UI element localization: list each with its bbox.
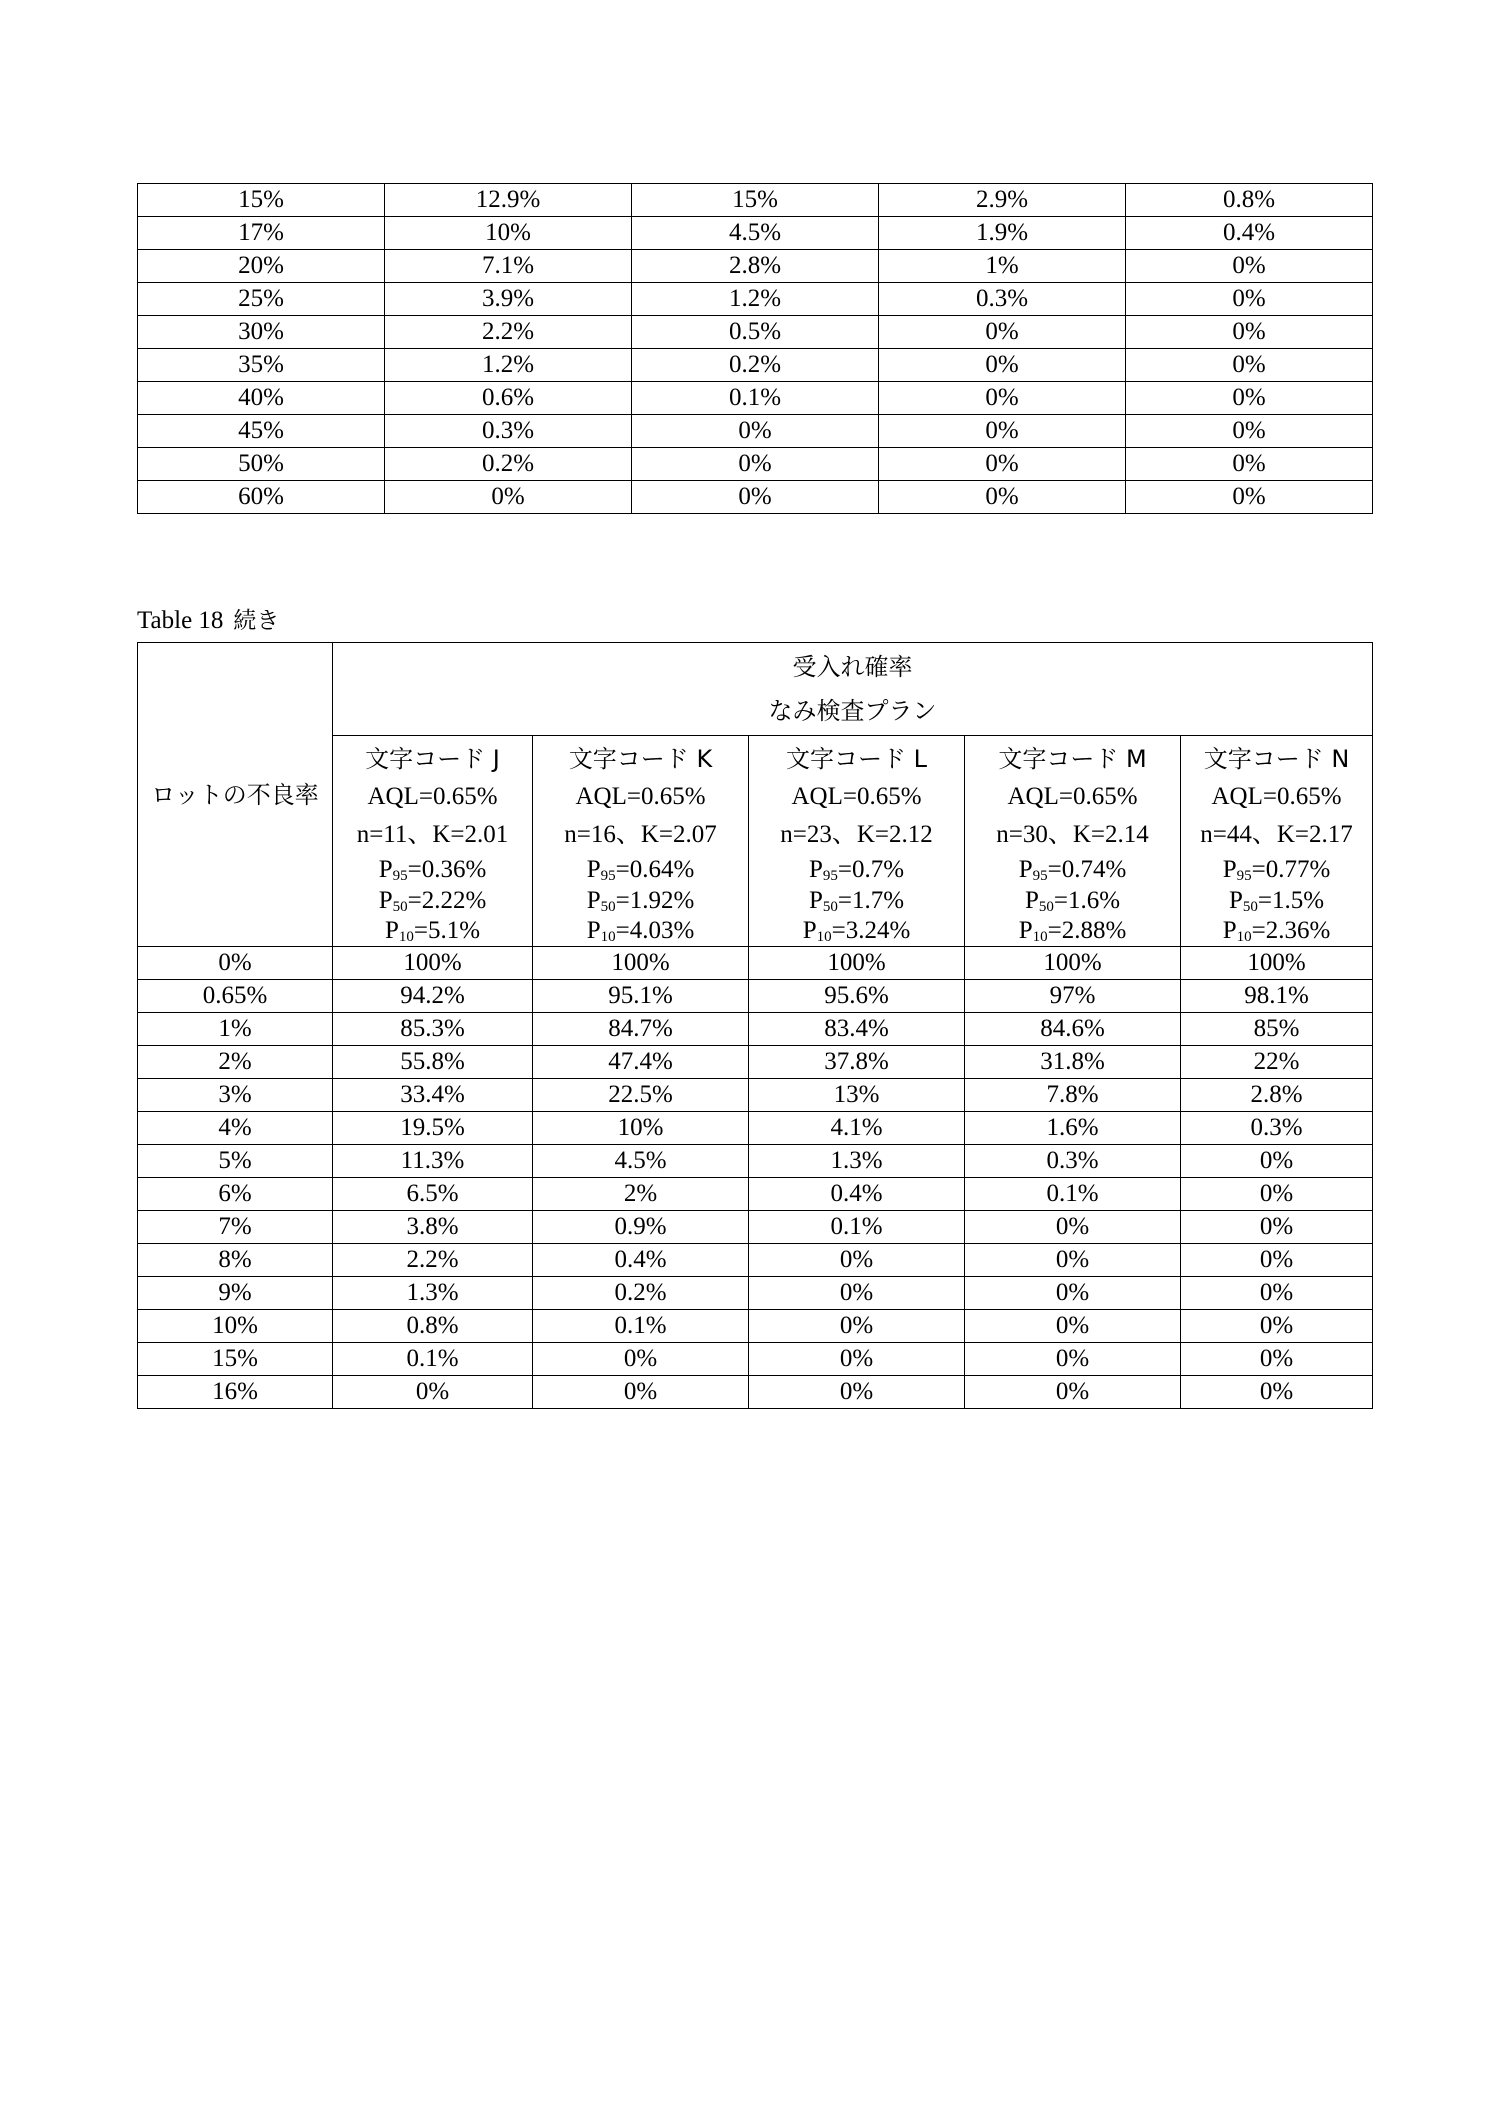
table-cell: 2.8% <box>632 250 879 283</box>
p-subscript: 10 <box>816 929 832 945</box>
column-p95 <box>1181 854 1372 885</box>
table-cell: 0.2% <box>385 448 632 481</box>
defect-rate-cell: 9% <box>138 1277 333 1310</box>
column-header <box>1181 736 1373 947</box>
table-cell: 0% <box>965 1310 1181 1343</box>
p-prefix: P <box>1018 856 1033 883</box>
table-row <box>138 1244 1373 1277</box>
table-cell: 0% <box>1126 448 1373 481</box>
p-prefix: P <box>586 887 601 914</box>
p-value: =2.88% <box>1047 917 1127 944</box>
p-value: =2.36% <box>1251 917 1331 944</box>
table-cell: 1.3% <box>749 1145 965 1178</box>
table-cell: 6.5% <box>333 1178 533 1211</box>
table-cell: 35% <box>138 349 385 382</box>
table-cell: 0.9% <box>533 1211 749 1244</box>
table-cell: 0.8% <box>333 1310 533 1343</box>
table-row <box>138 316 1373 349</box>
table-cell: 0% <box>879 316 1126 349</box>
table-cell: 1.3% <box>333 1277 533 1310</box>
table-row <box>138 448 1373 481</box>
table-cell: 1% <box>879 250 1126 283</box>
defect-rate-cell: 16% <box>138 1376 333 1409</box>
column-code: 文字コード J <box>365 745 500 773</box>
table-cell: 0% <box>1126 250 1373 283</box>
table-cell: 0% <box>1181 1343 1373 1376</box>
table-cell: 0.4% <box>749 1178 965 1211</box>
column-p50 <box>749 885 964 916</box>
table-cell: 7.1% <box>385 250 632 283</box>
column-code: 文字コード L <box>786 745 927 773</box>
table-cell: 10% <box>533 1112 749 1145</box>
table-cell: 0% <box>1181 1277 1373 1310</box>
p-subscript: 95 <box>392 868 408 884</box>
table-cell: 0% <box>965 1376 1181 1409</box>
defect-rate-cell: 0% <box>138 947 333 980</box>
table-row <box>138 1178 1373 1211</box>
table-cell: 0% <box>1181 1244 1373 1277</box>
table-cell: 0% <box>1126 481 1373 514</box>
column-code: 文字コード M <box>998 745 1147 773</box>
table-row <box>138 217 1373 250</box>
table-cell: 0% <box>749 1277 965 1310</box>
table-cell: 0.3% <box>965 1145 1181 1178</box>
table-cell: 94.2% <box>333 980 533 1013</box>
column-p50 <box>1181 885 1372 916</box>
p-subscript: 10 <box>1236 929 1252 945</box>
table-cell: 0% <box>1126 349 1373 382</box>
p-prefix: P <box>808 887 823 914</box>
caption-suffix: 続き <box>233 608 280 634</box>
table-cell: 0% <box>965 1244 1181 1277</box>
column-n-k: n=44、K=2.17 <box>1200 821 1353 848</box>
column-p95 <box>749 854 964 885</box>
p-subscript: 95 <box>1032 868 1048 884</box>
table-cell: 22.5% <box>533 1079 749 1112</box>
defect-rate-cell: 4% <box>138 1112 333 1145</box>
column-n-k: n=16、K=2.07 <box>564 821 717 848</box>
table-row <box>138 980 1373 1013</box>
table-cell: 95.1% <box>533 980 749 1013</box>
table-cell: 0.1% <box>533 1310 749 1343</box>
table-cell: 0.1% <box>333 1343 533 1376</box>
table-row <box>138 349 1373 382</box>
p-value: =2.22% <box>407 887 487 914</box>
table-row <box>138 1277 1373 1310</box>
table-cell: 15% <box>138 184 385 217</box>
defect-rate-cell: 3% <box>138 1079 333 1112</box>
table-cell: 45% <box>138 415 385 448</box>
table-cell: 33.4% <box>333 1079 533 1112</box>
table-cell: 0.1% <box>749 1211 965 1244</box>
table-cell: 0% <box>879 448 1126 481</box>
table-cell: 83.4% <box>749 1013 965 1046</box>
table-cell: 25% <box>138 283 385 316</box>
group-header <box>333 643 1373 736</box>
column-n-k: n=11、K=2.01 <box>356 821 509 848</box>
table-row <box>138 415 1373 448</box>
table-cell: 50% <box>138 448 385 481</box>
table-cell: 0% <box>385 481 632 514</box>
p-value: =0.64% <box>615 856 695 883</box>
table-row <box>138 1046 1373 1079</box>
table-cell: 100% <box>533 947 749 980</box>
table-cell: 100% <box>965 947 1181 980</box>
p-value: =5.1% <box>413 917 481 944</box>
table-cell: 0.5% <box>632 316 879 349</box>
p-prefix: P <box>378 887 393 914</box>
p-subscript: 95 <box>600 868 616 884</box>
table-row <box>138 283 1373 316</box>
table-cell: 0% <box>533 1343 749 1376</box>
table-cell: 0.2% <box>632 349 879 382</box>
column-p50 <box>533 885 748 916</box>
table-cell: 0% <box>879 382 1126 415</box>
column-p10 <box>333 916 532 946</box>
table-cell: 98.1% <box>1181 980 1373 1013</box>
group-title: 受入れ確率 <box>792 653 913 681</box>
table-cell: 0% <box>632 415 879 448</box>
p-value: =3.24% <box>831 917 911 944</box>
table-cell: 85.3% <box>333 1013 533 1046</box>
table-cell: 0.3% <box>385 415 632 448</box>
main-table-header <box>138 643 1373 947</box>
column-aql: AQL=0.65% <box>791 783 922 810</box>
table-row <box>138 1211 1373 1244</box>
group-subtitle: なみ検査プラン <box>768 697 937 725</box>
p-subscript: 50 <box>392 899 408 915</box>
p-value: =1.92% <box>615 887 695 914</box>
defect-rate-cell: 8% <box>138 1244 333 1277</box>
p-subscript: 10 <box>1032 929 1048 945</box>
p-subscript: 50 <box>1242 899 1258 915</box>
p-value: =4.03% <box>615 917 695 944</box>
column-p95 <box>965 854 1180 885</box>
table-row <box>138 1013 1373 1046</box>
table-cell: 2.8% <box>1181 1079 1373 1112</box>
p-subscript: 95 <box>822 868 838 884</box>
column-aql: AQL=0.65% <box>575 783 706 810</box>
table-cell: 84.6% <box>965 1013 1181 1046</box>
table-cell: 0% <box>1181 1145 1373 1178</box>
table-cell: 30% <box>138 316 385 349</box>
column-p50 <box>965 885 1180 916</box>
column-code: 文字コード K <box>568 745 713 773</box>
p-prefix: P <box>384 917 399 944</box>
table-cell: 12.9% <box>385 184 632 217</box>
table-cell: 2.9% <box>879 184 1126 217</box>
table-cell: 3.9% <box>385 283 632 316</box>
table-cell: 100% <box>333 947 533 980</box>
table-cell: 31.8% <box>965 1046 1181 1079</box>
table-row <box>138 184 1373 217</box>
table-cell: 85% <box>1181 1013 1373 1046</box>
p-subscript: 50 <box>822 899 838 915</box>
table-cell: 0.4% <box>1126 217 1373 250</box>
table-cell: 3.8% <box>333 1211 533 1244</box>
table-cell: 95.6% <box>749 980 965 1013</box>
table-cell: 0.8% <box>1126 184 1373 217</box>
table-cell: 0% <box>533 1376 749 1409</box>
table-cell: 0.3% <box>879 283 1126 316</box>
p-value: =0.36% <box>407 856 487 883</box>
p-prefix: P <box>378 856 393 883</box>
p-subscript: 95 <box>1236 868 1252 884</box>
table-cell: 0.1% <box>965 1178 1181 1211</box>
main-table <box>137 642 1373 1409</box>
table-cell: 20% <box>138 250 385 283</box>
table-cell: 0.6% <box>385 382 632 415</box>
row-header-defect-rate: ロットの不良率 <box>138 643 333 947</box>
table-cell: 10% <box>385 217 632 250</box>
p-prefix: P <box>1228 887 1243 914</box>
column-header <box>749 736 965 947</box>
table-row <box>138 1376 1373 1409</box>
table-row <box>138 382 1373 415</box>
defect-rate-cell: 15% <box>138 1343 333 1376</box>
top-table <box>137 183 1373 514</box>
table-cell: 4.5% <box>632 217 879 250</box>
table-cell: 55.8% <box>333 1046 533 1079</box>
table-cell: 0% <box>333 1376 533 1409</box>
table-cell: 19.5% <box>333 1112 533 1145</box>
table-cell: 84.7% <box>533 1013 749 1046</box>
defect-rate-cell: 1% <box>138 1013 333 1046</box>
table-cell: 0% <box>632 481 879 514</box>
column-aql: AQL=0.65% <box>1211 783 1342 810</box>
table-cell: 11.3% <box>333 1145 533 1178</box>
column-p10 <box>1181 916 1372 946</box>
defect-rate-cell: 7% <box>138 1211 333 1244</box>
defect-rate-cell: 10% <box>138 1310 333 1343</box>
column-aql: AQL=0.65% <box>1007 783 1138 810</box>
table-cell: 40% <box>138 382 385 415</box>
p-value: =1.7% <box>837 887 905 914</box>
column-p95 <box>333 854 532 885</box>
table-cell: 0% <box>1181 1178 1373 1211</box>
table-cell: 0% <box>965 1211 1181 1244</box>
defect-rate-cell: 2% <box>138 1046 333 1079</box>
table-cell: 0% <box>1126 316 1373 349</box>
caption-label: Table 18 <box>137 607 224 634</box>
table-cell: 37.8% <box>749 1046 965 1079</box>
column-header <box>533 736 749 947</box>
table-cell: 0% <box>879 481 1126 514</box>
p-prefix: P <box>808 856 823 883</box>
table-cell: 0% <box>1126 415 1373 448</box>
table-cell: 0.3% <box>1181 1112 1373 1145</box>
top-table-body <box>138 184 1373 514</box>
table-cell: 0% <box>632 448 879 481</box>
table-cell: 0% <box>1126 382 1373 415</box>
p-prefix: P <box>1024 887 1039 914</box>
table-row <box>138 1112 1373 1145</box>
table-cell: 2.2% <box>333 1244 533 1277</box>
column-p95 <box>533 854 748 885</box>
p-subscript: 50 <box>600 899 616 915</box>
p-prefix: P <box>1222 856 1237 883</box>
p-prefix: P <box>1222 917 1237 944</box>
table-cell: 2% <box>533 1178 749 1211</box>
table-cell: 13% <box>749 1079 965 1112</box>
table-row <box>138 1310 1373 1343</box>
defect-rate-cell: 6% <box>138 1178 333 1211</box>
table-cell: 4.5% <box>533 1145 749 1178</box>
p-prefix: P <box>1018 917 1033 944</box>
table-cell: 0% <box>1181 1376 1373 1409</box>
table-cell: 0% <box>1181 1310 1373 1343</box>
p-subscript: 10 <box>398 929 414 945</box>
table-cell: 0.2% <box>533 1277 749 1310</box>
column-p10 <box>965 916 1180 946</box>
table-cell: 0% <box>965 1277 1181 1310</box>
column-p10 <box>749 916 964 946</box>
table-cell: 0.1% <box>632 382 879 415</box>
p-value: =0.7% <box>837 856 905 883</box>
table-cell: 60% <box>138 481 385 514</box>
main-table-body <box>138 947 1373 1409</box>
table-caption <box>137 604 279 638</box>
p-value: =1.5% <box>1257 887 1325 914</box>
table-cell: 47.4% <box>533 1046 749 1079</box>
column-aql: AQL=0.65% <box>367 783 498 810</box>
table-cell: 2.2% <box>385 316 632 349</box>
table-cell: 0% <box>879 415 1126 448</box>
table-row <box>138 1079 1373 1112</box>
table-row <box>138 1343 1373 1376</box>
column-header <box>965 736 1181 947</box>
table-cell: 17% <box>138 217 385 250</box>
table-cell: 0% <box>749 1376 965 1409</box>
table-row <box>138 1145 1373 1178</box>
table-cell: 100% <box>749 947 965 980</box>
p-subscript: 10 <box>600 929 616 945</box>
table-cell: 0.4% <box>533 1244 749 1277</box>
table-cell: 0% <box>749 1343 965 1376</box>
table-cell: 0% <box>749 1244 965 1277</box>
column-n-k: n=30、K=2.14 <box>996 821 1149 848</box>
defect-rate-cell: 0.65% <box>138 980 333 1013</box>
table-cell: 7.8% <box>965 1079 1181 1112</box>
table-cell: 22% <box>1181 1046 1373 1079</box>
table-cell: 100% <box>1181 947 1373 980</box>
table-cell: 97% <box>965 980 1181 1013</box>
table-cell: 0% <box>965 1343 1181 1376</box>
table-cell: 0% <box>1181 1211 1373 1244</box>
table-cell: 1.6% <box>965 1112 1181 1145</box>
p-value: =0.74% <box>1047 856 1127 883</box>
table-cell: 4.1% <box>749 1112 965 1145</box>
column-code: 文字コード N <box>1203 745 1350 773</box>
column-header <box>333 736 533 947</box>
column-p50 <box>333 885 532 916</box>
table-cell: 1.2% <box>632 283 879 316</box>
table-cell: 1.9% <box>879 217 1126 250</box>
p-value: =0.77% <box>1251 856 1331 883</box>
table-cell: 1.2% <box>385 349 632 382</box>
p-prefix: P <box>586 856 601 883</box>
table-cell: 15% <box>632 184 879 217</box>
p-prefix: P <box>802 917 817 944</box>
table-row <box>138 250 1373 283</box>
table-row <box>138 481 1373 514</box>
table-cell: 0% <box>879 349 1126 382</box>
p-value: =1.6% <box>1053 887 1121 914</box>
table-cell: 0% <box>749 1310 965 1343</box>
column-p10 <box>533 916 748 946</box>
defect-rate-cell: 5% <box>138 1145 333 1178</box>
p-subscript: 50 <box>1038 899 1054 915</box>
column-n-k: n=23、K=2.12 <box>780 821 933 848</box>
p-prefix: P <box>586 917 601 944</box>
table-cell: 0% <box>1126 283 1373 316</box>
table-row <box>138 947 1373 980</box>
